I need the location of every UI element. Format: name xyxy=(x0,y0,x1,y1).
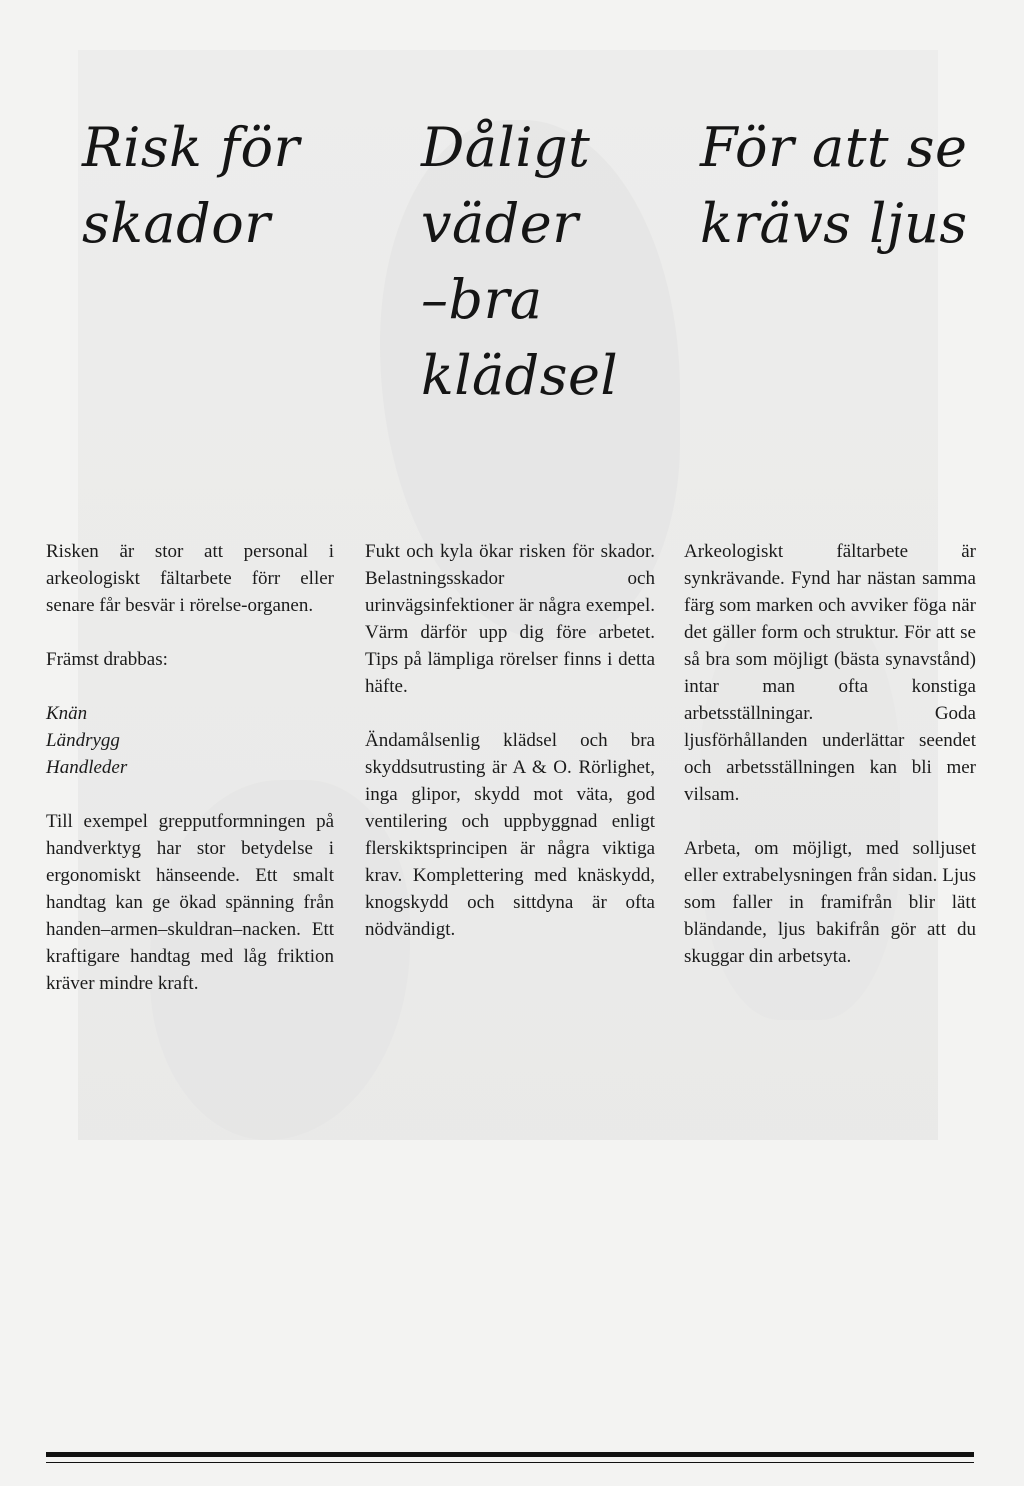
list-item: Knän xyxy=(46,703,88,724)
column-body xyxy=(684,538,976,997)
heading-line: För att se xyxy=(700,116,968,179)
column-risk-for-skador xyxy=(46,110,334,994)
column-daligt-vader xyxy=(365,110,655,940)
column-for-att-se xyxy=(684,110,976,967)
column-body xyxy=(365,538,655,970)
heading-line: Dåligt xyxy=(421,116,591,179)
list-item: Ländrygg xyxy=(46,730,120,751)
heading-line: väder xyxy=(421,192,579,255)
list-item: Handleder xyxy=(46,757,128,778)
column-body xyxy=(46,538,334,1024)
paragraph: Risken är stor att personal i arkeologiskt fältarbete förr eller senare får besvär i rörelse-organen. xyxy=(46,541,334,616)
paragraph: Fukt och kyla ökar risken för skador. Belastningsskador och urinvägsinfektioner är några exempel. Värm därför upp dig före arbetet. Tips på lämpliga rörelser finns i detta häfte. xyxy=(365,541,655,697)
column-heading xyxy=(46,110,334,262)
paragraph: Arbeta, om möjligt, med solljuset eller extrabelysningen från sidan. Ljus som faller in framifrån blir lätt bländande, ljus bakifrån gör att du skuggar din arbetsyta. xyxy=(684,838,976,967)
paragraph: Arkeologiskt fältarbete är synkrävande. Fynd har nästan samma färg som marken och avviker föga när det gäller form och struktur. För att se så bra som möjligt (bästa synavstånd) intar man ofta konstiga arbetsställningar. Goda ljusförhållanden underlättar seendet och arbetsställningen kan bli mer vilsam. xyxy=(684,541,976,805)
heading-line: –bra xyxy=(421,268,543,331)
heading-line: klädsel xyxy=(421,344,619,407)
paragraph: Till exempel grepputformningen på handverktyg har stor betydelse i ergonomiskt hänseende. Ett smalt handtag kan ge ökad spänning från handen–armen–skuldran–nacken. Ett kraftigare handtag med låg friktion kräver mindre kraft. xyxy=(46,811,334,994)
column-heading xyxy=(365,110,655,414)
column-heading xyxy=(684,110,976,262)
heading-line: skador xyxy=(82,192,271,255)
paragraph: Ändamålsenlig klädsel och bra skyddsutrusting är A & O. Rörlighet, inga glipor, skydd mot väta, god ventilering och uppbyggnad enligt flerskiktsprincipen är några viktiga krav. Komplettering med knäskydd, knogskydd och sittdyna är ofta nödvändigt. xyxy=(365,730,655,940)
heading-line: Risk för xyxy=(82,116,300,179)
footer-rule-thin xyxy=(46,1462,974,1463)
footer-rule-thick xyxy=(46,1452,974,1457)
paragraph: Främst drabbas: xyxy=(46,649,168,670)
affected-body-parts-list xyxy=(46,700,334,781)
heading-line: krävs ljus xyxy=(700,192,968,255)
